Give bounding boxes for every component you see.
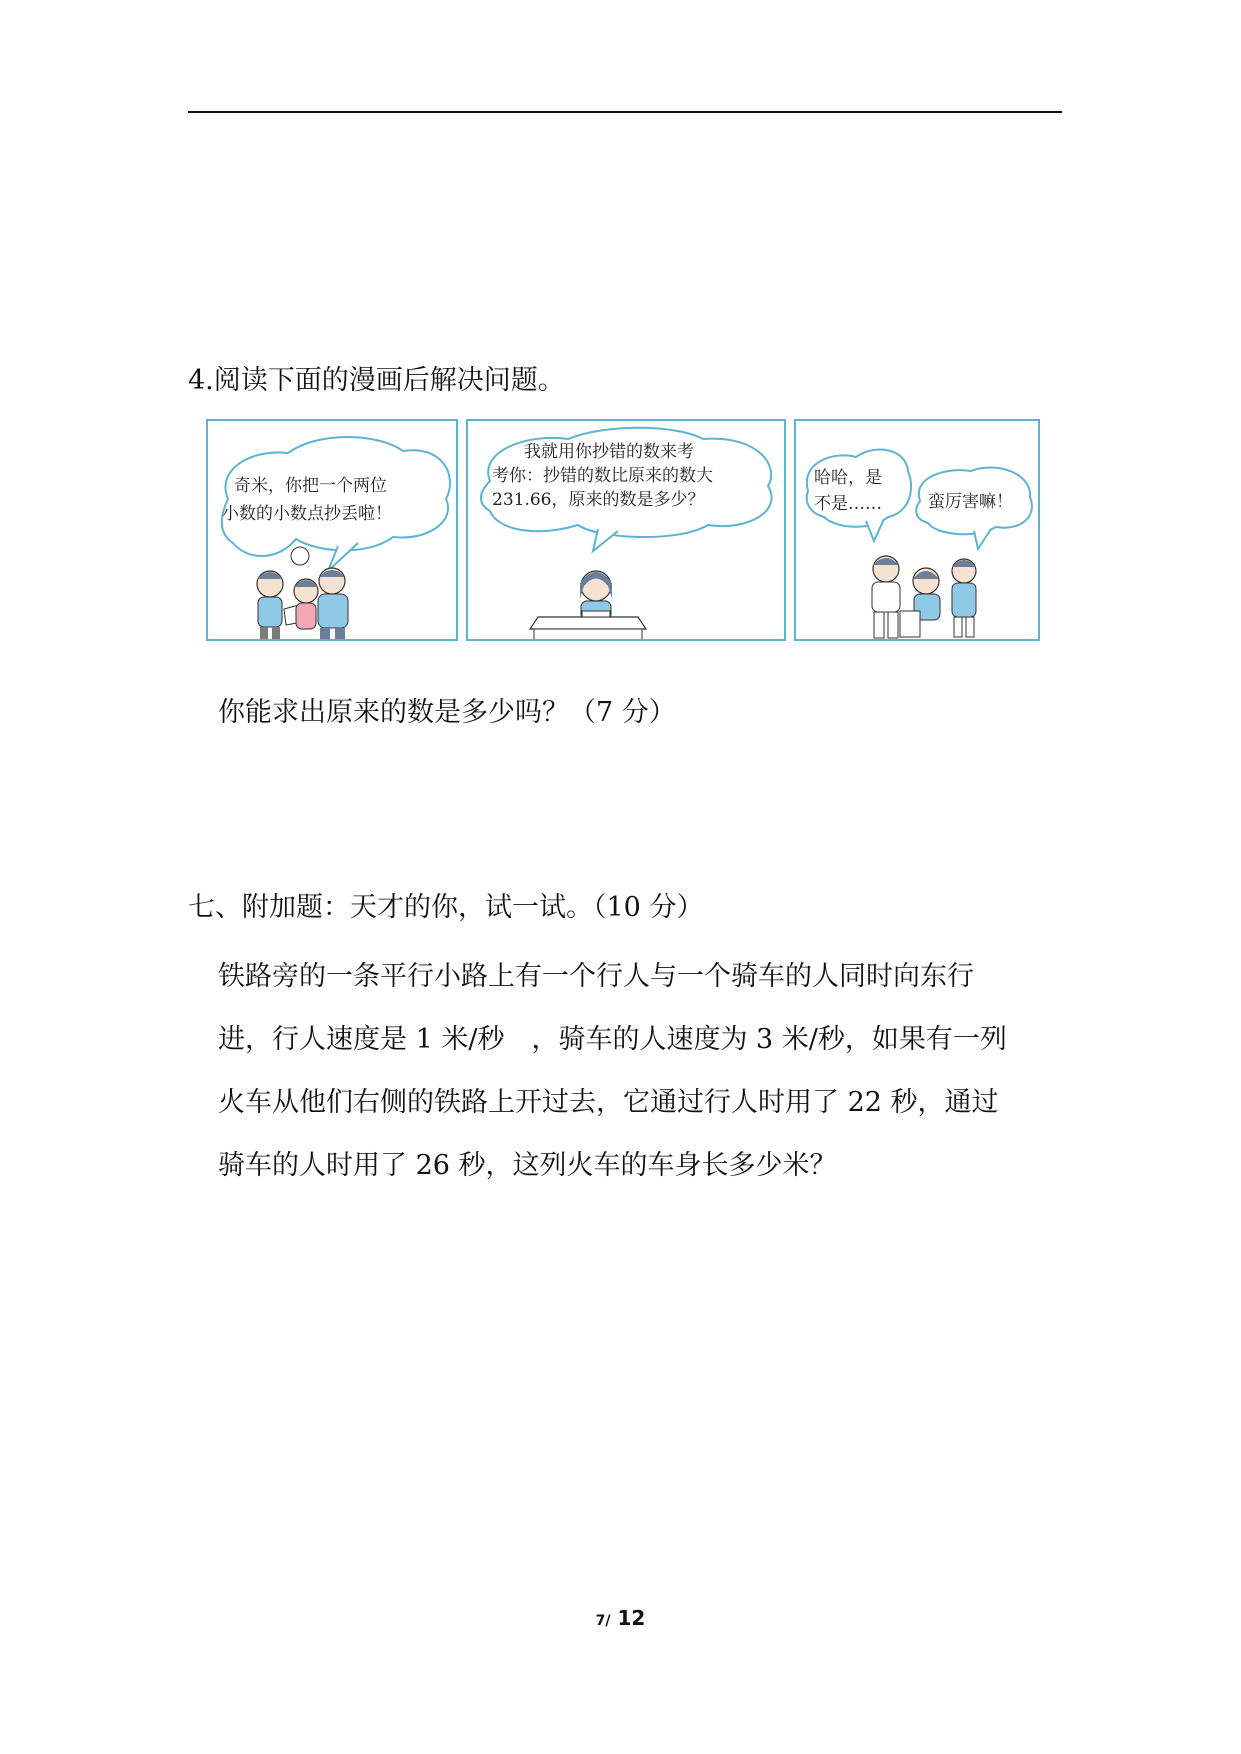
panel1-line-2: 小数的小数点抄丢啦！ [222,504,392,524]
question-4-title: 4.阅读下面的漫画后解决问题。 [188,365,565,396]
header-rule [188,111,1062,113]
problem-line-4: 骑车的人时用了 26 秒，这列火车的车身长多少米？ [218,1150,837,1181]
panel2-line-1: 我就用你抄错的数来考 [524,442,694,462]
girl-at-desk-illustration [530,571,646,641]
panel2-line-3: 231.66，原来的数是多少？ [492,490,705,510]
panel3-right-line: 蛮厉害嘛！ [928,492,1013,512]
page-number [0,1606,1241,1630]
comic-panel-1 [206,419,458,641]
three-kids-illustration [872,556,976,638]
section-7-title: 七、附加题：天才的你，试一试。（10 分） [188,892,704,923]
comic-panel-3-art [796,421,1040,641]
problem-line-2: 进，行人速度是 1 米/秒 ，骑车的人速度为 3 米/秒，如果有一列 [218,1024,1007,1055]
panel3-left-line-1: 哈哈，是 [814,468,882,488]
comic-panel-2 [466,419,786,641]
problem-line-3: 火车从他们右侧的铁路上开过去，它通过行人时用了 22 秒，通过 [218,1087,999,1118]
comic-panel-1-art [208,421,458,641]
problem-line-1: 铁路旁的一条平行小路上有一个行人与一个骑车的人同时向东行 [218,961,974,992]
comic-panel-3 [794,419,1040,641]
question-4-prompt: 你能求出原来的数是多少吗？（7 分） [218,697,676,728]
panel3-left-line-2: 不是…… [814,494,882,514]
panel1-line-1: 奇米，你把一个两位 [234,476,387,496]
page-current: 7/ [595,1613,611,1629]
page-total: 12 [617,1606,646,1630]
panel2-line-2: 考你：抄错的数比原来的数大 [492,466,713,486]
comic-panel-2-art [468,421,786,641]
